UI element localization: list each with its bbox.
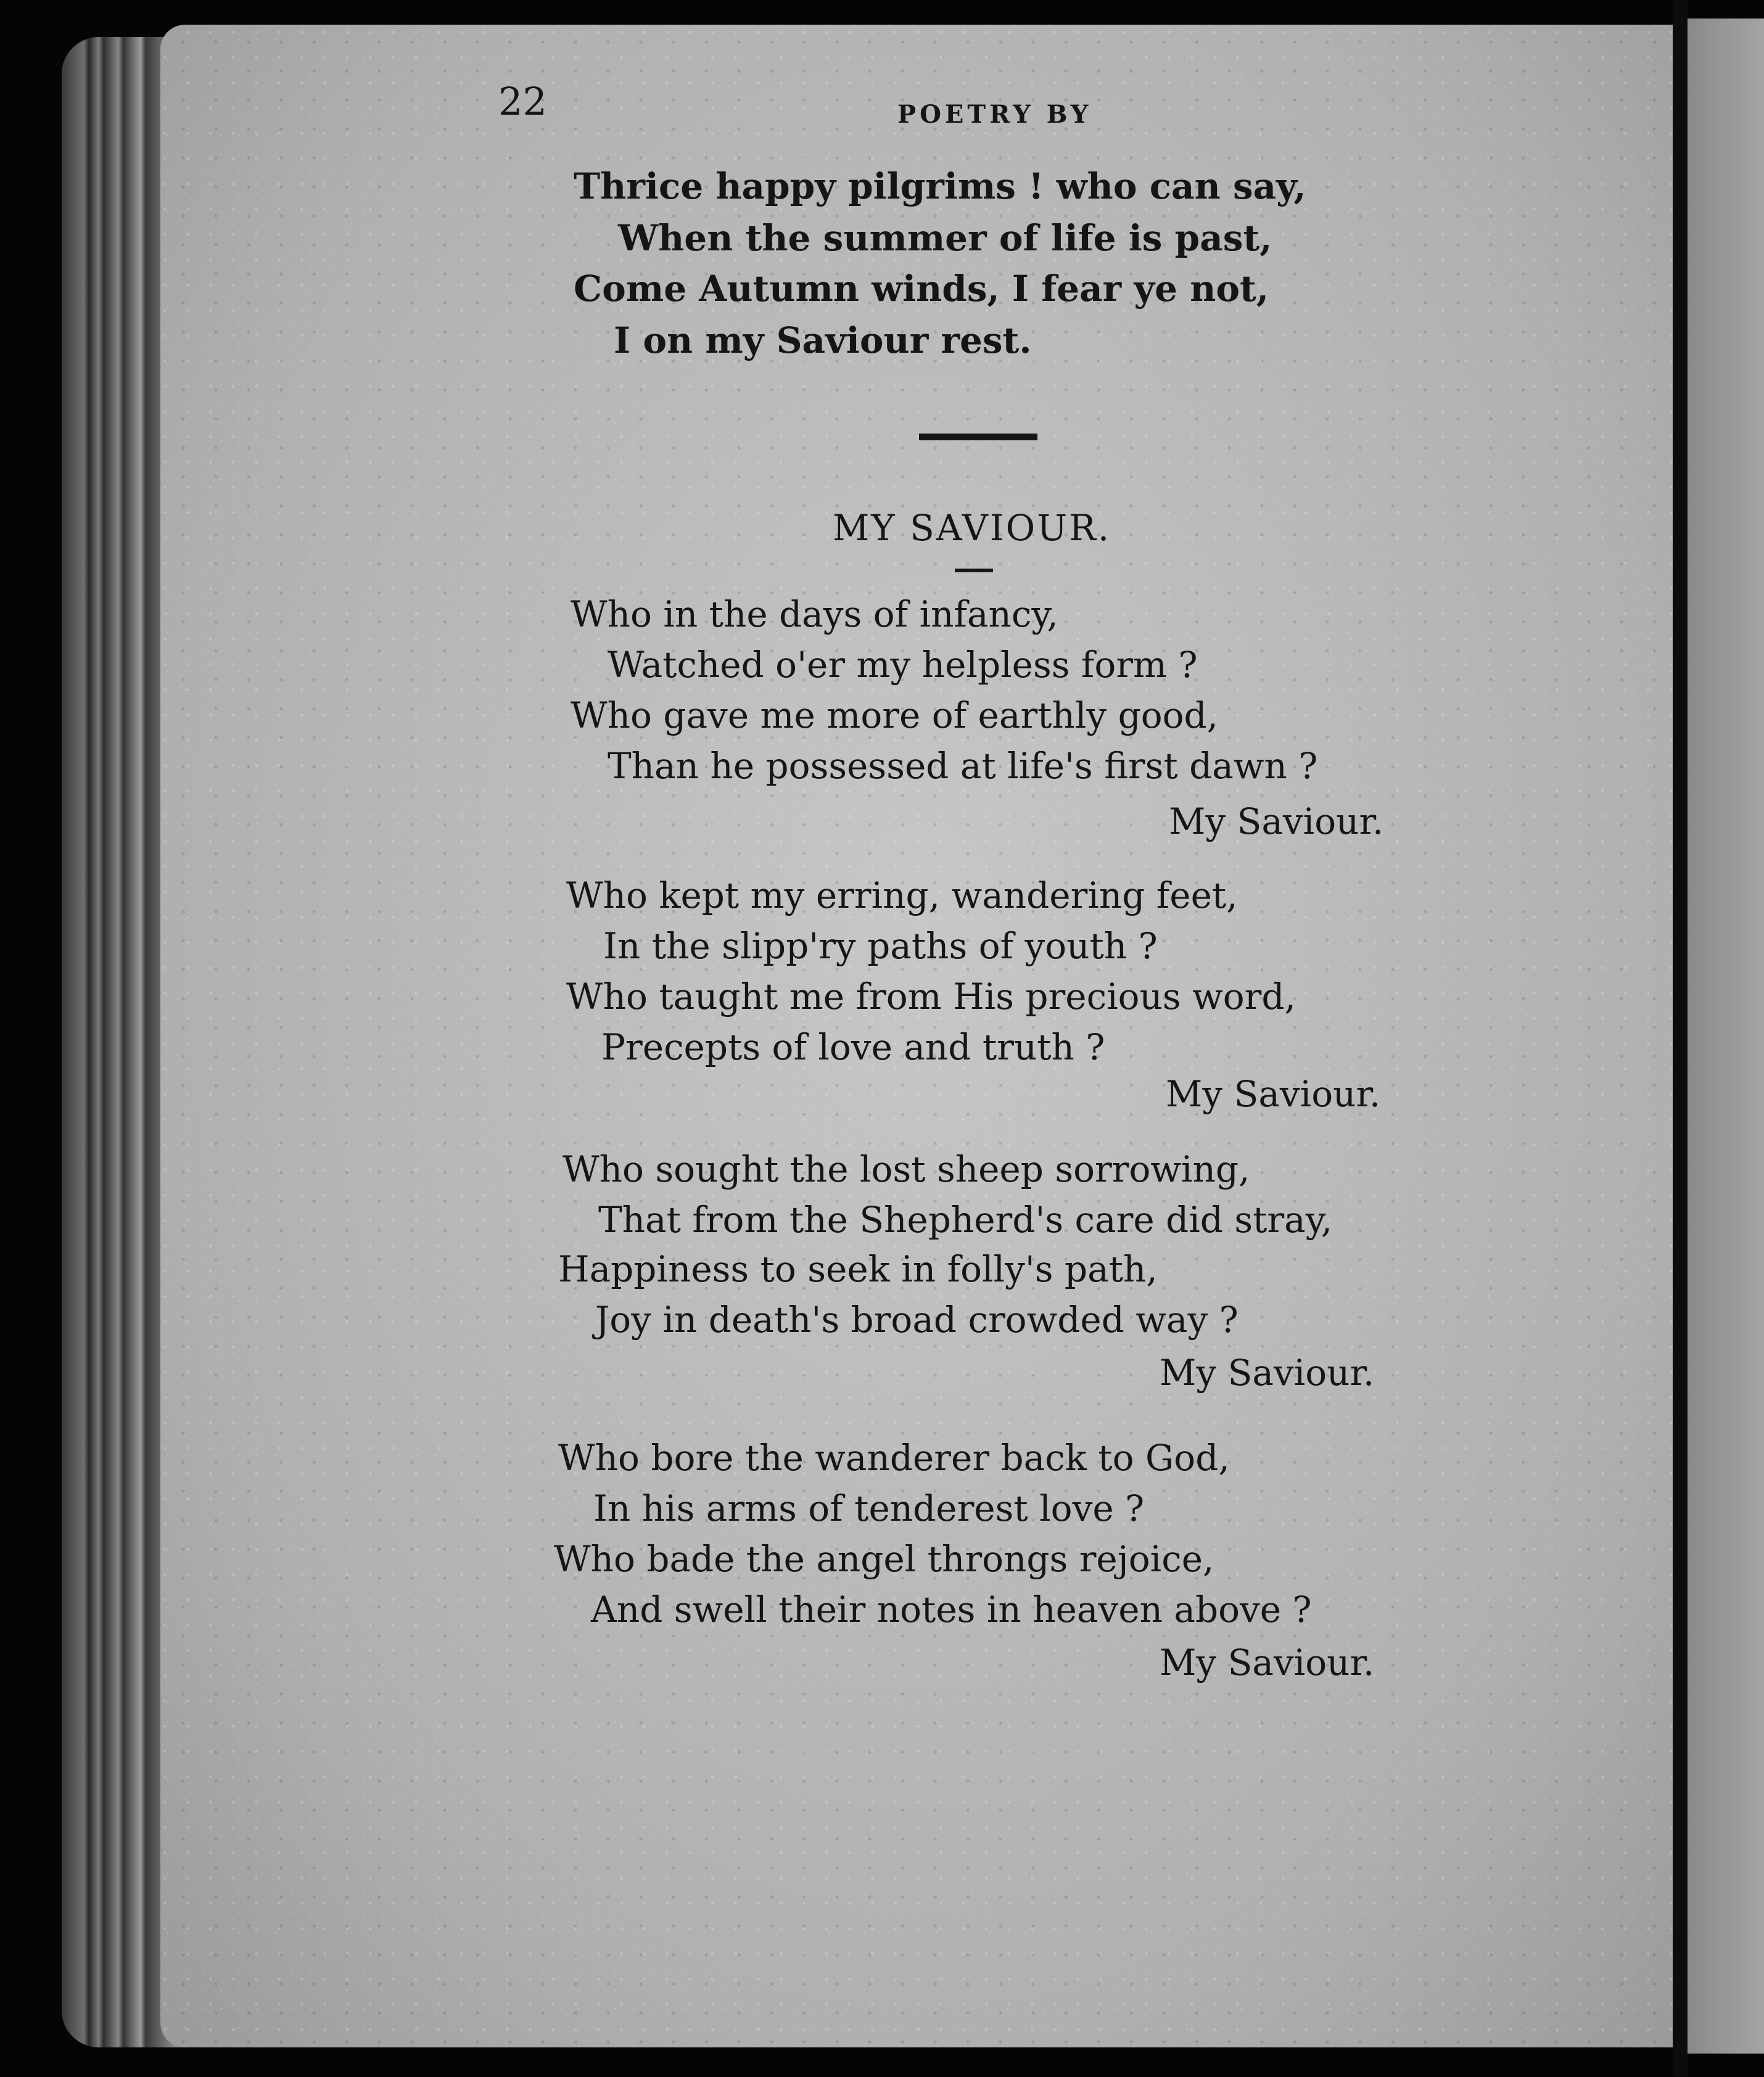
- opening-line: When the summer of life is past,: [618, 217, 1272, 259]
- facing-page-edge: [1688, 19, 1764, 2054]
- verse-line: Than he possessed at life's first dawn ?: [608, 745, 1318, 787]
- verse-line: Joy in death's broad crowded way ?: [595, 1299, 1239, 1341]
- opening-line: Thrice happy pilgrims ! who can say,: [574, 165, 1306, 207]
- refrain: My Saviour.: [1169, 800, 1384, 842]
- verse-line: Precepts of love and truth ?: [601, 1026, 1105, 1068]
- verse-line: Who sought the lost sheep sorrowing,: [563, 1148, 1250, 1190]
- refrain: My Saviour.: [1166, 1073, 1381, 1115]
- verse-line: Who bore the wanderer back to God,: [558, 1437, 1230, 1479]
- verse-line: Watched o'er my helpless form ?: [608, 644, 1198, 686]
- title-rule: [955, 569, 993, 572]
- verse-line: That from the Shepherd's care did stray,: [598, 1199, 1333, 1241]
- refrain: My Saviour.: [1160, 1352, 1375, 1394]
- verse-line: Who taught me from His precious word,: [566, 976, 1296, 1018]
- verse-line: Who kept my erring, wandering feet,: [566, 874, 1238, 916]
- verse-line: In his arms of tenderest love ?: [593, 1487, 1145, 1529]
- verse-line: Who gave me more of earthly good,: [571, 694, 1219, 736]
- verse-line: In the slipp'ry paths of youth ?: [603, 925, 1158, 967]
- running-head: POETRY BY: [897, 100, 1092, 129]
- refrain: My Saviour.: [1160, 1642, 1375, 1684]
- page-number: 22: [498, 79, 547, 124]
- section-divider: [919, 434, 1037, 440]
- verse-line: Who bade the angel throngs rejoice,: [554, 1538, 1214, 1580]
- verse-line: And swell their notes in heaven above ?: [591, 1589, 1312, 1631]
- poem-title: MY SAVIOUR.: [833, 507, 1111, 549]
- verse-line: Who in the days of infancy,: [571, 593, 1058, 635]
- gutter-shadow: [1673, 0, 1688, 2077]
- verse-line: Happiness to seek in folly's path,: [558, 1248, 1158, 1290]
- opening-line: Come Autumn winds, I fear ye not,: [574, 268, 1269, 310]
- opening-line: I on my Saviour rest.: [614, 319, 1032, 361]
